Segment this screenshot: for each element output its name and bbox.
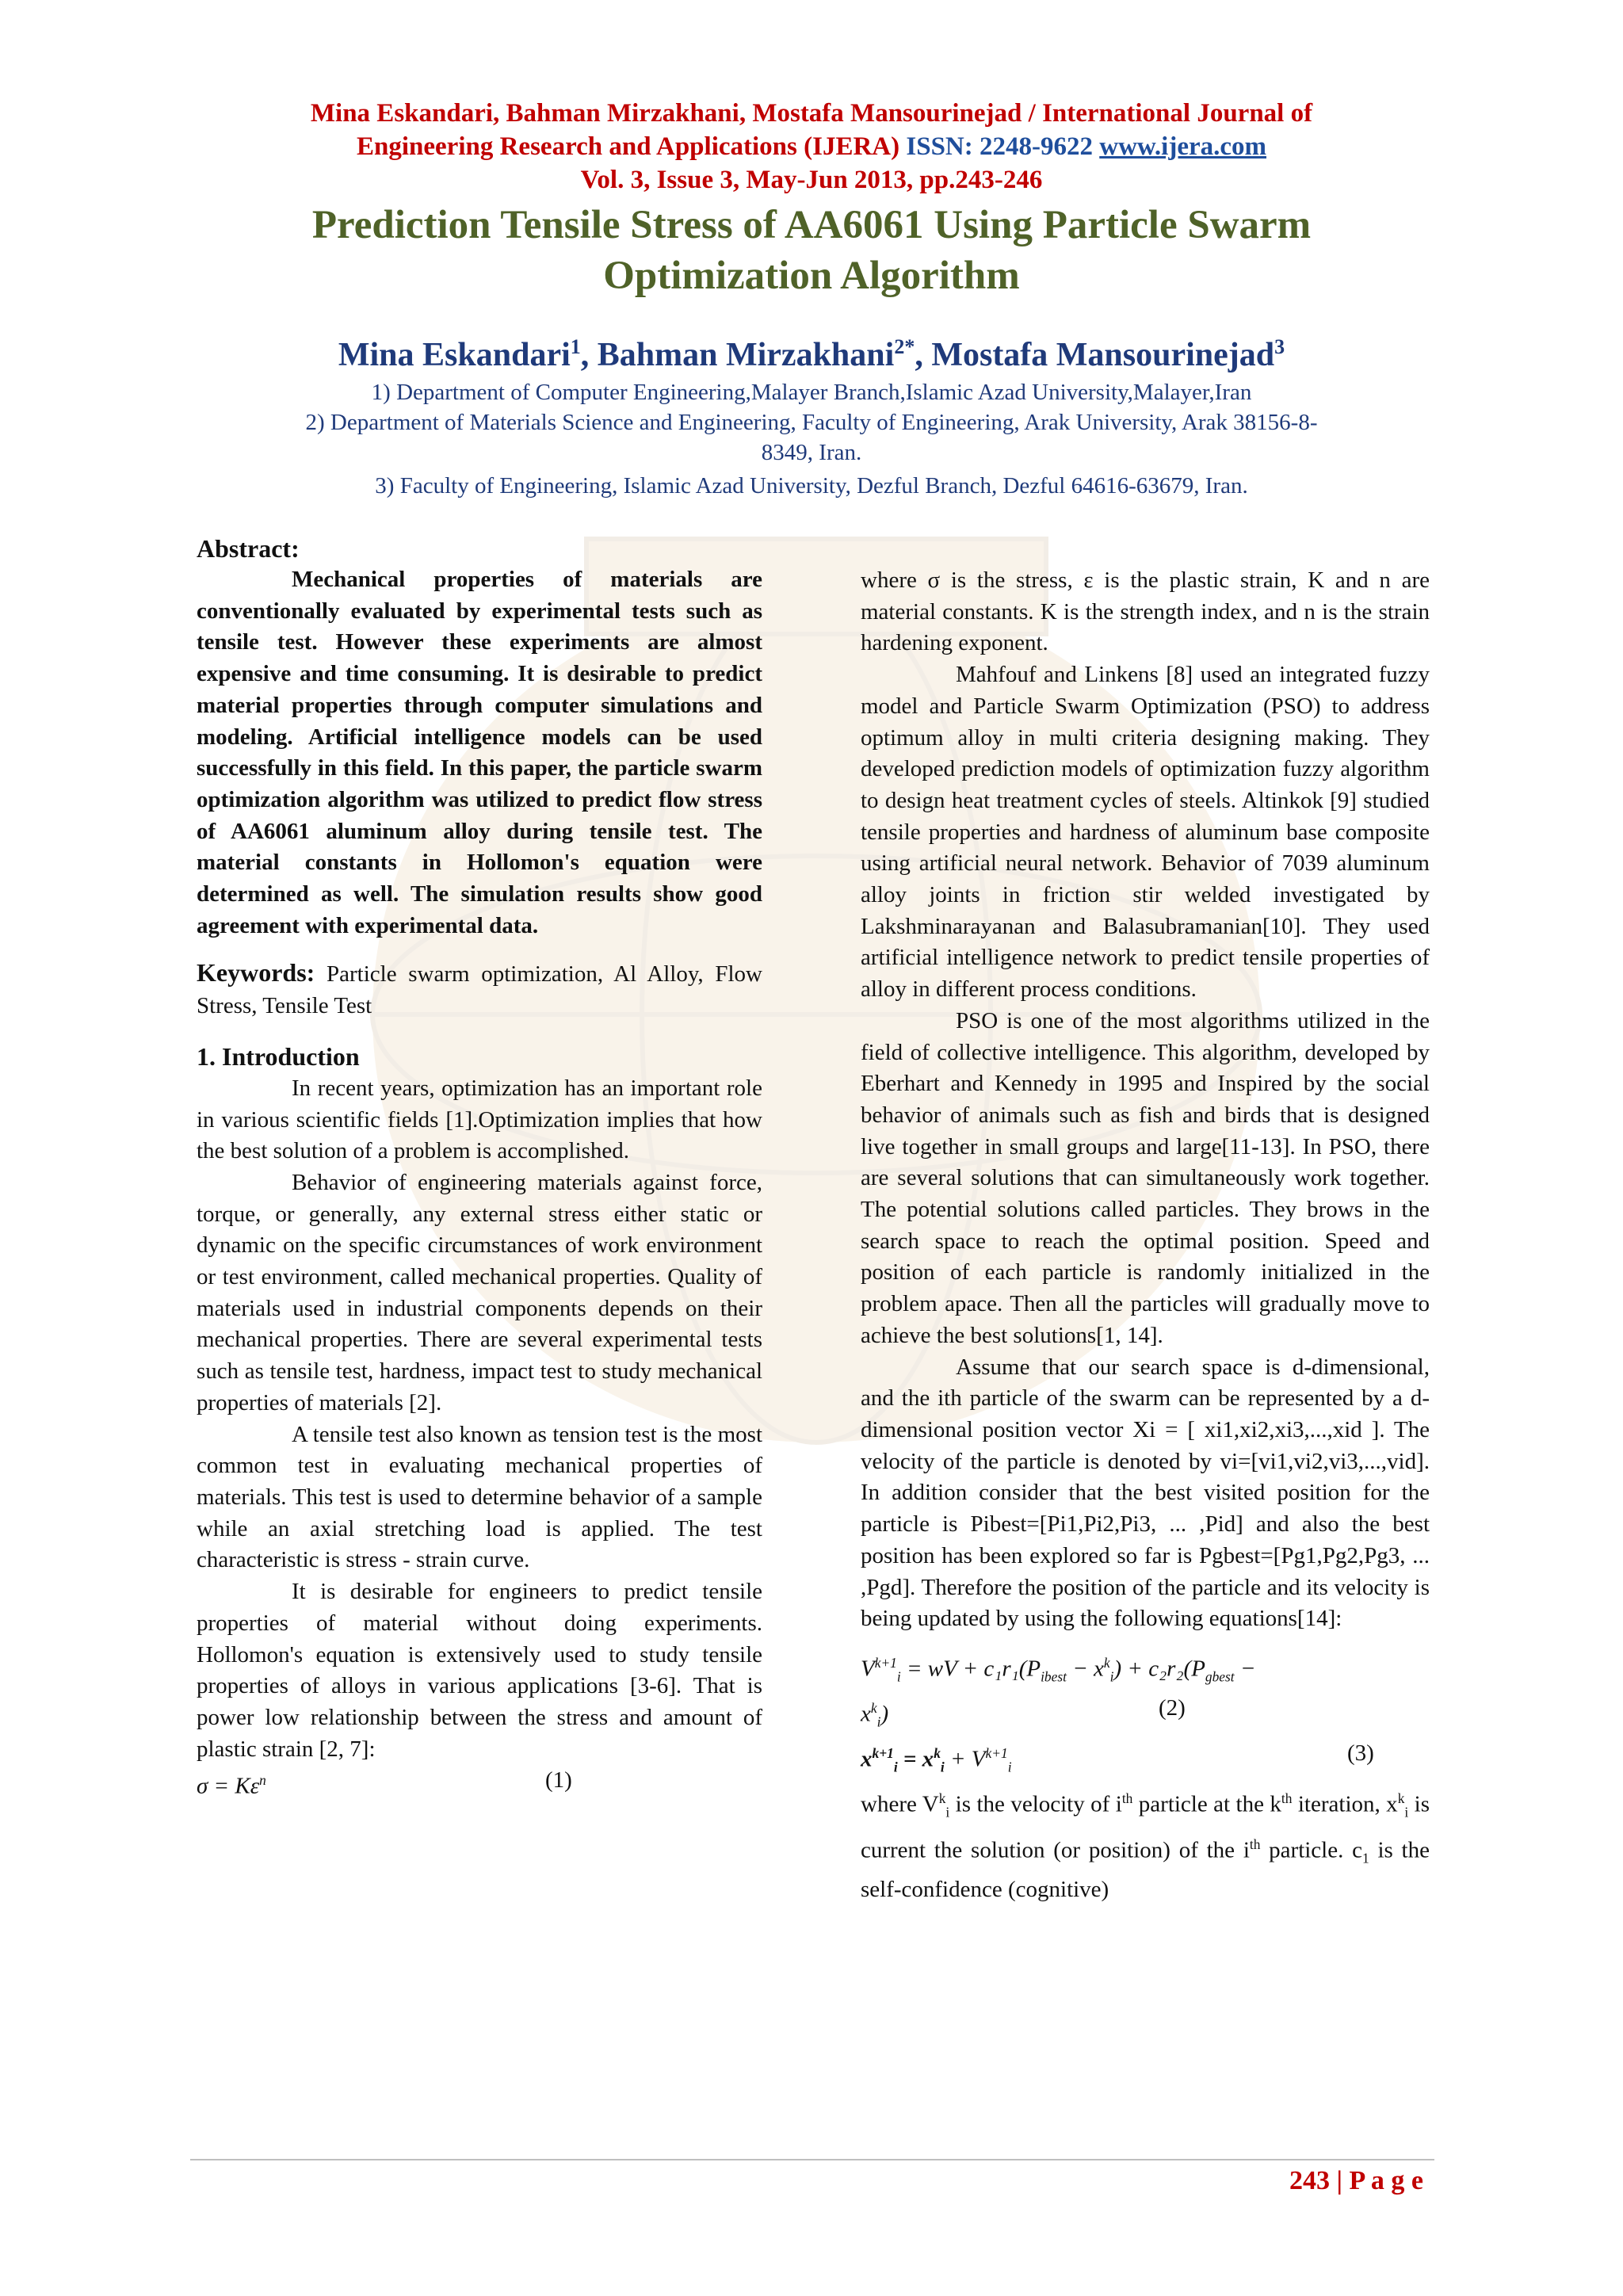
left-column xyxy=(197,533,762,1797)
equation-1-exponent: n xyxy=(259,1772,266,1789)
eq2-middle: = wV + c₁r₁(P xyxy=(900,1656,1041,1682)
header-line-3: Vol. 3, Issue 3, May-Jun 2013, pp.243-246 xyxy=(580,166,1043,194)
eq3-v-sup: k+1 xyxy=(985,1745,1008,1762)
affiliation-3: 3) Faculty of Engineering, Islamic Azad University, Dezful Branch, Dezful 64616-63679, Iran. xyxy=(375,473,1248,499)
eq3-sup-k: k xyxy=(934,1745,941,1762)
header-line-2 xyxy=(151,130,1472,163)
eq3-plus-v: + V xyxy=(944,1746,986,1772)
p5-e: is current the solution (or position) of the i xyxy=(861,1792,1430,1863)
author-3-affil: 3 xyxy=(1274,335,1285,358)
abstract-body: Mechanical properties of materials are conventionally evaluated by experimental tests such as tensile test. However these experiments are almost expensive and time consuming. It is desirable to predict material properties through computer simulations and modeling. Artificial intelligence models can be used successfully in this field. In this paper, the particle swarm optimization algorithm was utilized to predict flow stress of AA6061 aluminum alloy during tensile test. The material constants in Hollomon's equation were determined as well. The simulation results show good agreement with experimental data. xyxy=(197,567,762,938)
p5-c: particle at the k xyxy=(1132,1792,1281,1818)
keywords-text: Particle swarm optimization, Al Alloy, Flow Stress, Tensile Test xyxy=(197,961,762,1019)
eq3-equals: = x xyxy=(897,1746,934,1772)
eq2-sup-k: k xyxy=(1103,1654,1110,1671)
affiliation-2-line-1: 2) Department of Materials Science and Engineering, Faculty of Engineering, Arak University, Arak 38156-8- xyxy=(305,410,1318,435)
author-separator: , xyxy=(580,337,598,373)
right-paragraph-4: Assume that our search space is d-dimensional, and the ith particle of the swarm can be represented by a d-dimensional position vector Xi = [ xi1,xi2,xi3,...,xid ]. The velocity of the particle is denoted by vi=[vi1,vi2,vi3,...,vid]. In addition consider that the best visited position for the particle is Pibest=[Pi1,Pi2,Pi3, ... ,Pid] and also the best position has been explored so far is Pgbest=[Pg1,Pg2,Pg3, ... ,Pgd]. Therefore the position of the particle and its velocity is being updated by using the following equations[14]: xyxy=(861,1354,1430,1632)
keywords-label: Keywords: xyxy=(197,958,315,988)
eq2-end: − xyxy=(1234,1656,1256,1682)
footer-divider xyxy=(190,2159,1434,2160)
right-paragraph-5 xyxy=(861,1783,1430,1905)
journal-header xyxy=(151,97,1472,197)
eq2-sub-i: i xyxy=(1109,1668,1114,1685)
p5-th-2: th xyxy=(1281,1790,1293,1807)
equation-3-number: (3) xyxy=(1347,1740,1374,1767)
eq3-v-sub: i xyxy=(1007,1759,1012,1775)
affiliation-2-line-2: 8349, Iran. xyxy=(761,440,862,465)
author-2-affil: 2* xyxy=(894,335,915,358)
p5-f: particle. c xyxy=(1260,1837,1362,1863)
author-1-affil: 1 xyxy=(570,335,581,358)
eq2-close: ) xyxy=(880,1701,889,1727)
author-list xyxy=(151,327,1472,376)
eq3-x: x xyxy=(861,1746,873,1772)
right-column xyxy=(861,565,1430,1905)
eq3-sup: k+1 xyxy=(872,1745,894,1762)
page-number: 243 | P a g e xyxy=(1289,2166,1423,2195)
section-heading-introduction: 1. Introduction xyxy=(197,1041,360,1071)
equation-2-line-2 xyxy=(861,1693,1430,1738)
equation-3 xyxy=(861,1738,1430,1783)
author-separator: , xyxy=(915,337,932,373)
eq2-pgbest: gbest xyxy=(1205,1668,1235,1685)
intro-paragraph-2: Behavior of engineering materials against force, torque, or generally, any external stress either static or dynamic on the specific circumstances of work environment or test environment, called mechanical properties. Quality of materials used in industrial components depends on their mechanical properties. There are several experimental tests such as tensile test, hardness, impact test to study mechanical properties of materials [2]. xyxy=(197,1169,762,1415)
eq3-sub: i xyxy=(893,1759,898,1775)
p5-d: iteration, x xyxy=(1292,1792,1398,1818)
p5-c1-sub: 1 xyxy=(1362,1849,1369,1866)
p5-b: is the velocity of i xyxy=(949,1792,1122,1818)
equation-2-number: (2) xyxy=(1159,1695,1186,1721)
intro-paragraph-4: It is desirable for engineers to predict tensile properties of material without doing experiments. Hollomon's equation is extensively used to study tensile properties of alloys in various applications [3-6]. That is power low relationship between the stress and amount of plastic strain [2, 7]: xyxy=(197,1579,762,1762)
header-line-1: Mina Eskandari, Bahman Mirzakhani, Mostafa Mansourinejad / International Journal of xyxy=(310,99,1313,128)
title-line-1: Prediction Tensile Stress of AA6061 Using Particle Swarm xyxy=(311,203,1312,247)
intro-paragraph-3: A tensile test also known as tension test is the most common test in evaluating mechanical properties of materials. This test is used to determine behavior of a sample while an axial stretching load is applied. The test characteristic is stress - strain curve. xyxy=(197,1421,762,1573)
author-1: Mina Eskandari xyxy=(338,337,571,373)
equation-1-body: σ = Kε xyxy=(197,1773,260,1799)
eq3-sub-i: i xyxy=(940,1759,945,1775)
p5-sup-k-2: k xyxy=(1397,1790,1405,1807)
right-paragraph-1: where σ is the stress, ε is the plastic strain, K and n are material constants. K is the strength index, and n is the strain hardening exponent. xyxy=(861,567,1430,656)
abstract-heading: Abstract: xyxy=(197,534,300,563)
eq2-v: V xyxy=(861,1656,875,1682)
eq2-line2-sup: k xyxy=(870,1700,877,1717)
journal-url-link[interactable]: www.ijera.com xyxy=(1099,132,1266,161)
affiliation-1: 1) Department of Computer Engineering,Malayer Branch,Islamic Azad University,Malayer,Iran xyxy=(371,380,1252,405)
intro-paragraph-1: In recent years, optimization has an important role in various scientific fields [1].Optimization implies that how the best solution of a problem is accomplished. xyxy=(197,1075,762,1164)
issn: ISSN: 2248-9622 xyxy=(906,132,1093,161)
author-2: Bahman Mirzakhani xyxy=(597,337,895,373)
p5-g: is the self-confidence (cognitive) xyxy=(861,1837,1430,1902)
equation-1-number: (1) xyxy=(545,1767,572,1794)
p5-a: where V xyxy=(861,1792,939,1818)
equation-1 xyxy=(197,1765,762,1797)
author-3: Mostafa Mansourinejad xyxy=(931,337,1275,373)
right-paragraph-3: PSO is one of the most algorithms utilized in the field of collective intelligence. This algorithm, developed by Eberhart and Kennedy in 1995 and Inspired by the social behavior of animals such as fish and birds that is designed live together in small groups and large[11-13]. In PSO, there are several solutions that can simultaneously work together. The potential solutions called particles. They brows in the search space to reach the optimal position. Speed and position of each particle is randomly initialized in the problem apace. Then all the particles will gradually move to achieve the best solutions[1, 14]. xyxy=(861,1007,1430,1348)
eq2-pibest: ibest xyxy=(1041,1668,1067,1685)
journal-name: Engineering Research and Applications (IJERA) xyxy=(357,132,900,161)
p5-th-3: th xyxy=(1249,1836,1261,1852)
eq2-social-term: ) + c₂r₂(P xyxy=(1113,1656,1205,1682)
p5-sub-i-2: i xyxy=(1404,1804,1409,1820)
p5-sup-k: k xyxy=(938,1790,946,1807)
eq2-minus-x: − x xyxy=(1066,1656,1104,1682)
eq2-sub: i xyxy=(896,1668,901,1685)
equation-2 xyxy=(861,1648,1430,1693)
eq2-x: x xyxy=(861,1701,871,1727)
right-paragraph-2: Mahfouf and Linkens [8] used an integrated fuzzy model and Particle Swarm Optimization (PSO) to address optimum alloy in multi criteria designing making. They developed prediction models of optimization fuzzy algorithm to design heat treatment cycles of steels. Altinkok [9] studied tensile properties and hardness of aluminum base composite using artificial neural network. Behavior of 7039 aluminum alloy joints in friction stir welded investigated by Lakshminarayanan and Balasubramanian[10]. They used artificial intelligence network to predict tensile properties of alloy in different process conditions. xyxy=(861,662,1430,1003)
paper-title xyxy=(151,200,1472,301)
keywords xyxy=(197,957,762,1022)
eq2-line2-sub: i xyxy=(876,1713,881,1730)
p5-th: th xyxy=(1121,1790,1133,1807)
p5-sub-i: i xyxy=(945,1804,950,1820)
eq2-sup: k+1 xyxy=(874,1654,897,1671)
title-line-2: Optimization Algorithm xyxy=(603,254,1020,298)
